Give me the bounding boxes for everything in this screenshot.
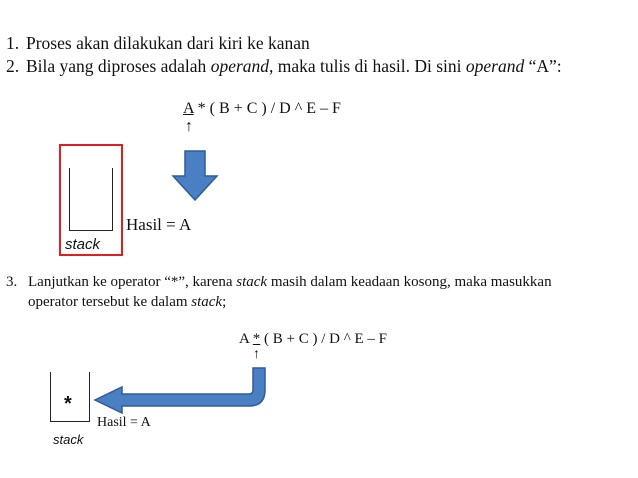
expression-2-current-token: * — [252, 331, 261, 347]
step-3-stack-word-1: stack — [236, 274, 268, 290]
expression-1-rest: * ( B + C ) / D ^ E – F — [193, 100, 341, 117]
step-3-stack-word-2: stack — [191, 294, 223, 310]
step-2 — [6, 56, 562, 77]
stack-2-result: Hasil = A — [97, 415, 151, 430]
step-2-operand-2: operand — [465, 56, 525, 76]
step-3-number: 3. — [6, 274, 18, 290]
step-1-text: Proses akan dilakukan dari kiri ke kanan — [26, 33, 310, 53]
expression-2-pointer: ↑ — [253, 347, 260, 362]
step-2-operand-1: operand — [210, 56, 270, 76]
stack-2-item: * — [64, 393, 72, 415]
step-3-text-b: masih dalam keadaan kosong, maka masukkan — [267, 274, 552, 290]
expression-2-prefix: A — [239, 331, 253, 347]
down-arrow-icon — [170, 150, 220, 202]
curved-left-arrow-icon — [92, 366, 272, 414]
step-3-text-a: Lanjutkan ke operator “*”, karena — [28, 274, 237, 290]
step-3-line-2 — [28, 294, 226, 311]
step-3-text-d: ; — [222, 294, 227, 310]
stack-1-container — [69, 168, 113, 231]
step-1-number: 1. — [6, 33, 20, 53]
step-3-line-1 — [6, 274, 552, 291]
expression-2 — [239, 331, 387, 348]
expression-1-pointer: ↑ — [185, 118, 193, 135]
step-2-text-c: “A”: — [524, 56, 562, 76]
step-2-text-b: , maka tulis di hasil. Di sini — [269, 56, 466, 76]
stack-2-label: stack — [53, 432, 84, 447]
step-2-text-a: Bila yang diproses adalah — [26, 56, 211, 76]
expression-1-current-token: A — [183, 100, 194, 117]
step-3-text-c: operator tersebut ke dalam — [28, 294, 192, 310]
expression-1 — [183, 100, 341, 118]
stack-1-label: stack — [65, 236, 101, 253]
expression-2-rest: ( B + C ) / D ^ E – F — [260, 331, 388, 347]
step-2-number: 2. — [6, 56, 20, 76]
stack-1-result: Hasil = A — [126, 215, 192, 234]
step-1 — [6, 33, 310, 54]
